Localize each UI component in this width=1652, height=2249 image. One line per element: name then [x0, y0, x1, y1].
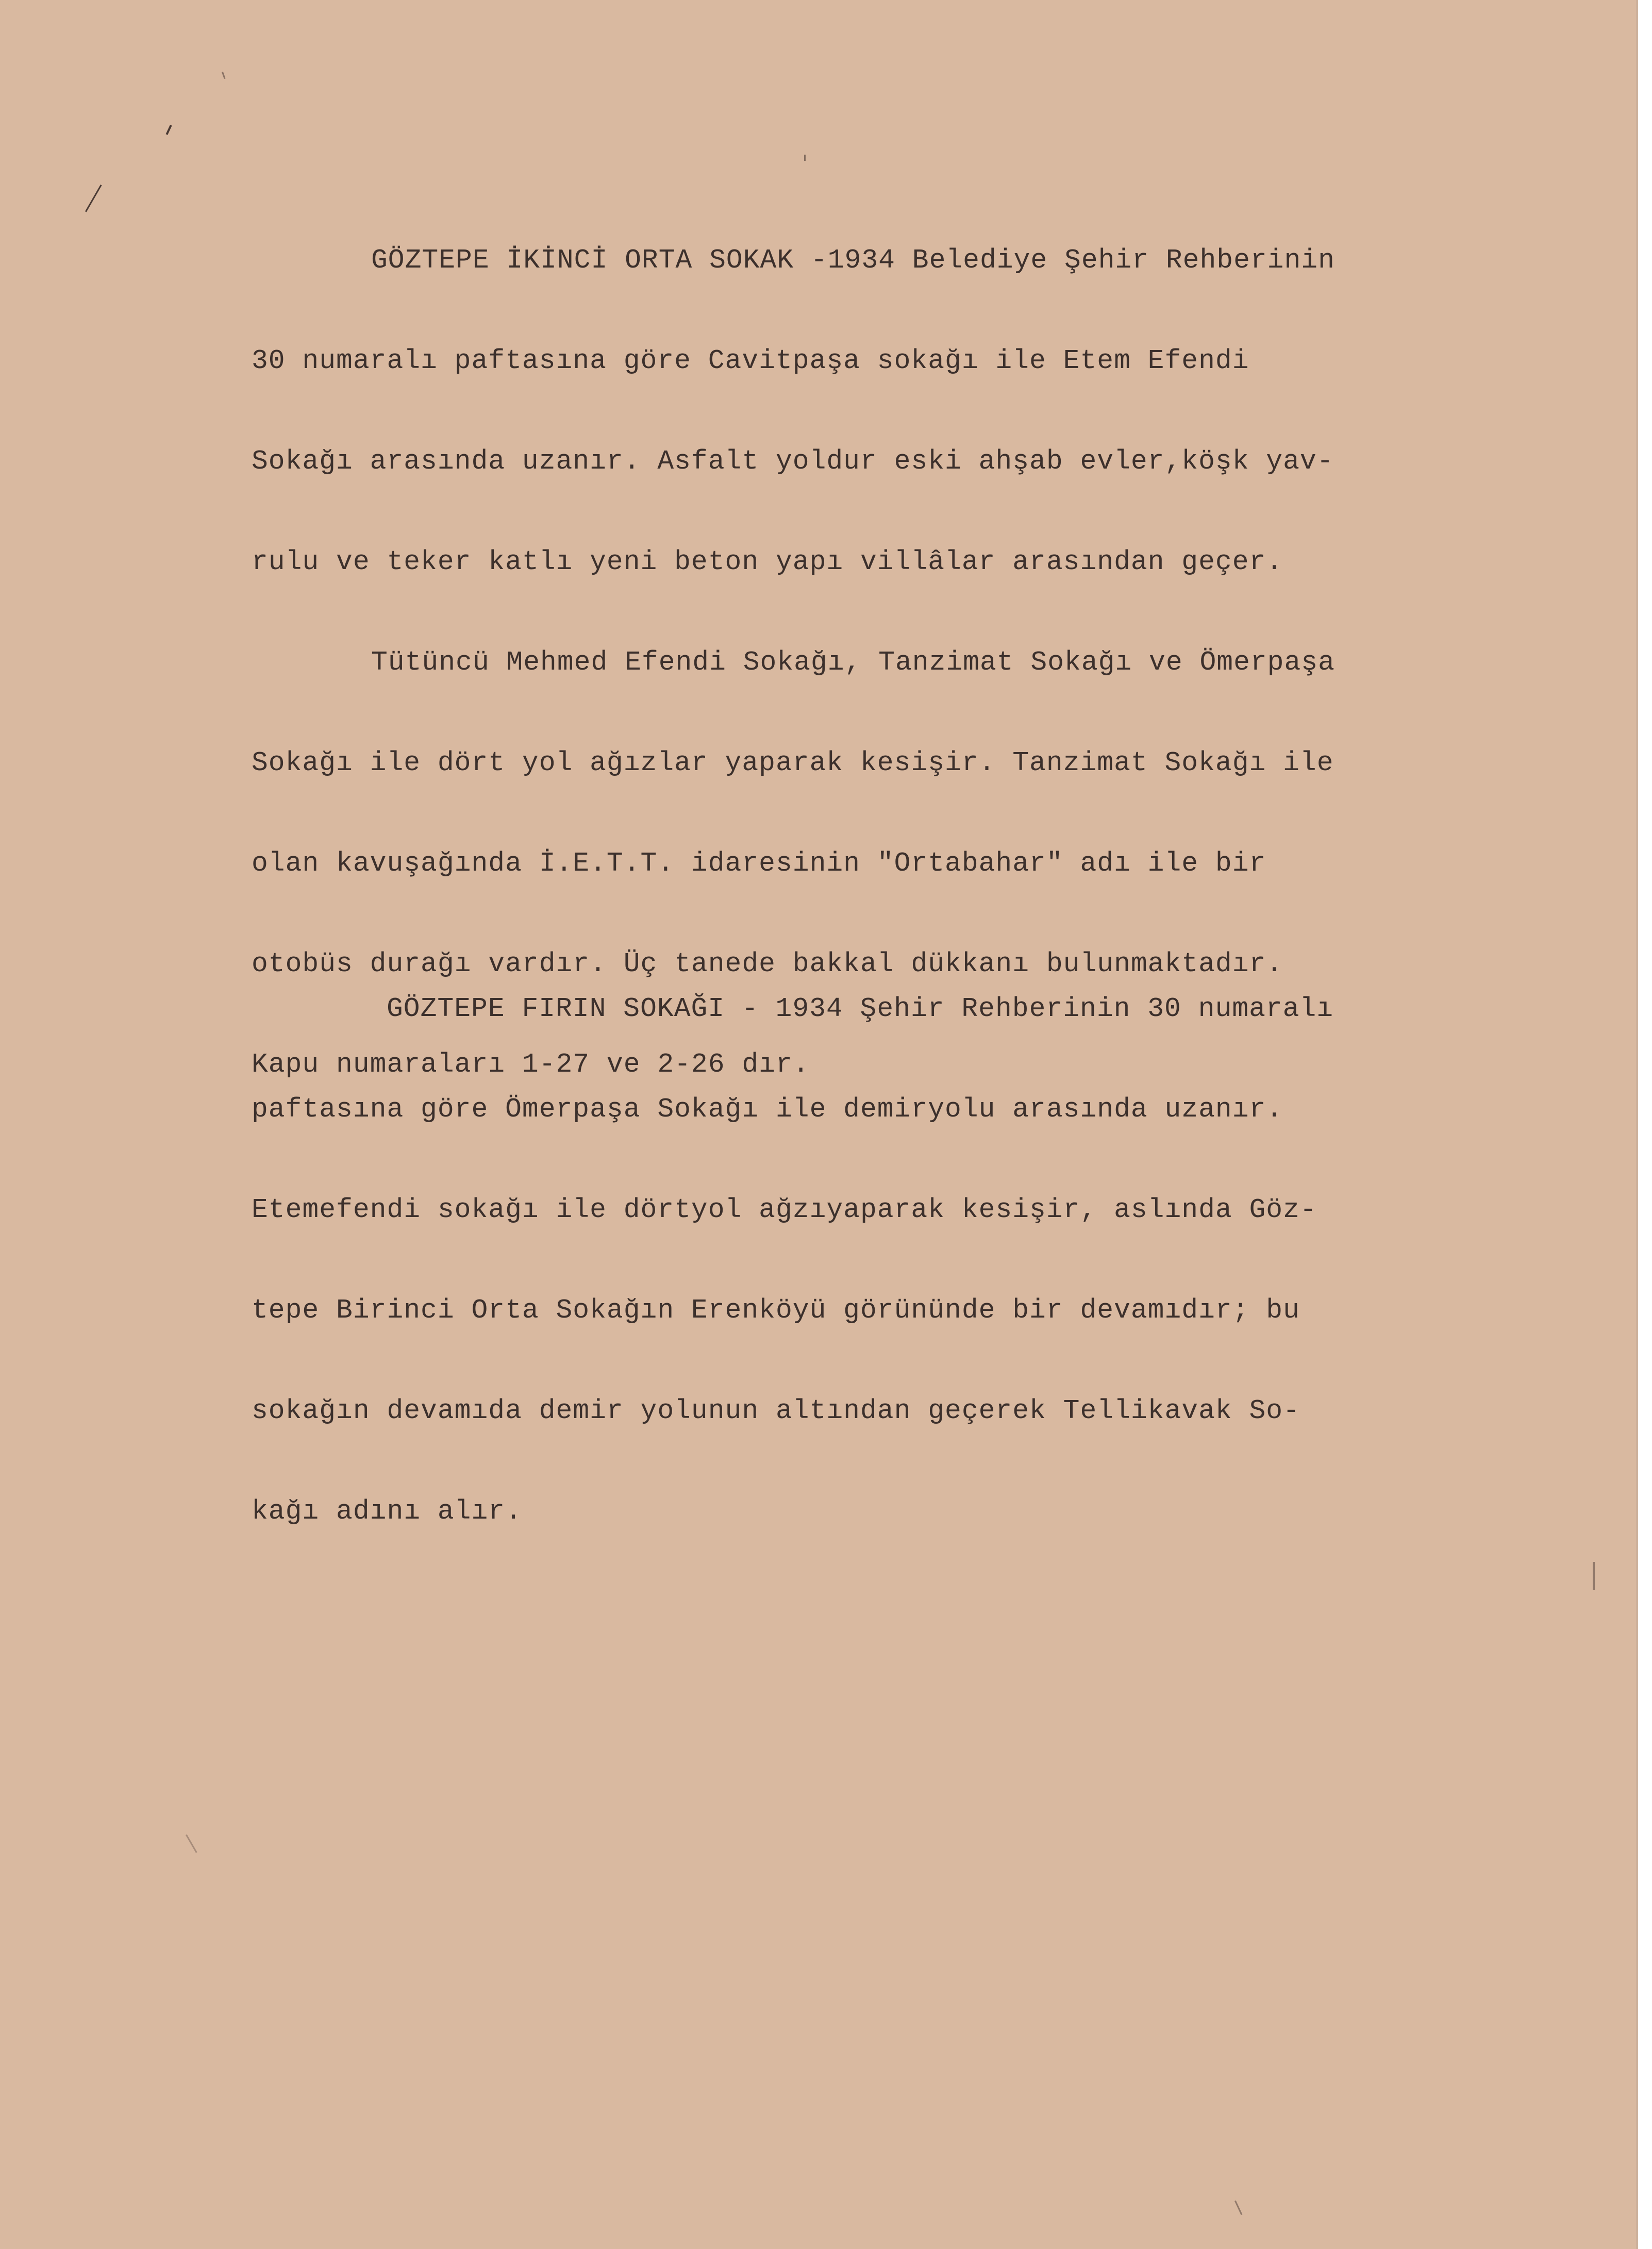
entry-line: Kapu numaraları 1-27 ve 2-26 dır.	[252, 1049, 810, 1080]
pencil-mark	[186, 1835, 197, 1853]
pencil-mark	[1593, 1562, 1595, 1590]
entry-line: GÖZTEPE FIRIN SOKAĞI - 1934 Şehir Rehberinin 30 numaralı	[387, 993, 1334, 1024]
entry-line: paftasına göre Ömerpaşa Sokağı ile demiryolu arasında uzanır.	[252, 1094, 1283, 1125]
pencil-mark	[1234, 2201, 1242, 2215]
entry-line: GÖZTEPE İKİNCİ ORTA SOKAK -1934 Belediye Şehir Rehberinin	[371, 245, 1335, 276]
pencil-mark	[804, 155, 806, 161]
pencil-mark	[85, 185, 102, 212]
entry-line: Tütüncü Mehmed Efendi Sokağı, Tanzimat Sokağı ve Ömerpaşa	[371, 647, 1335, 678]
entry-line: otobüs durağı vardır. Üç tanede bakkal dükkanı bulunmaktadır.	[252, 948, 1283, 979]
entry-line: rulu ve teker katlı yeni beton yapı villâlar arasından geçer.	[252, 546, 1283, 577]
entry-line: 30 numaralı paftasına göre Cavitpaşa sokağı ile Etem Efendi	[252, 345, 1249, 376]
entry-line: kağı adını alır.	[252, 1496, 522, 1527]
entry-line: Sokağı ile dört yol ağızlar yaparak kesişir. Tanzimat Sokağı ile	[252, 747, 1334, 778]
entry-line: tepe Birinci Orta Sokağın Erenköyü görününde bir devamıdır; bu	[252, 1295, 1300, 1326]
pencil-mark	[222, 72, 226, 79]
entry-line: Sokağı arasında uzanır. Asfalt yoldur eski ahşab evler,köşk yav-	[252, 446, 1334, 477]
pencil-mark	[166, 125, 172, 135]
entry-line: olan kavuşağında İ.E.T.T. idaresinin "Ortabahar" adı ile bir	[252, 848, 1266, 879]
street-entry-goztepe-firin-sokagi	[252, 928, 1333, 1593]
entry-line: Etemefendi sokağı ile dörtyol ağzıyaparak kesişir, aslında Göz-	[252, 1194, 1317, 1225]
entry-line: sokağın devamıda demir yolunun altından geçerek Tellikavak So-	[252, 1395, 1300, 1426]
